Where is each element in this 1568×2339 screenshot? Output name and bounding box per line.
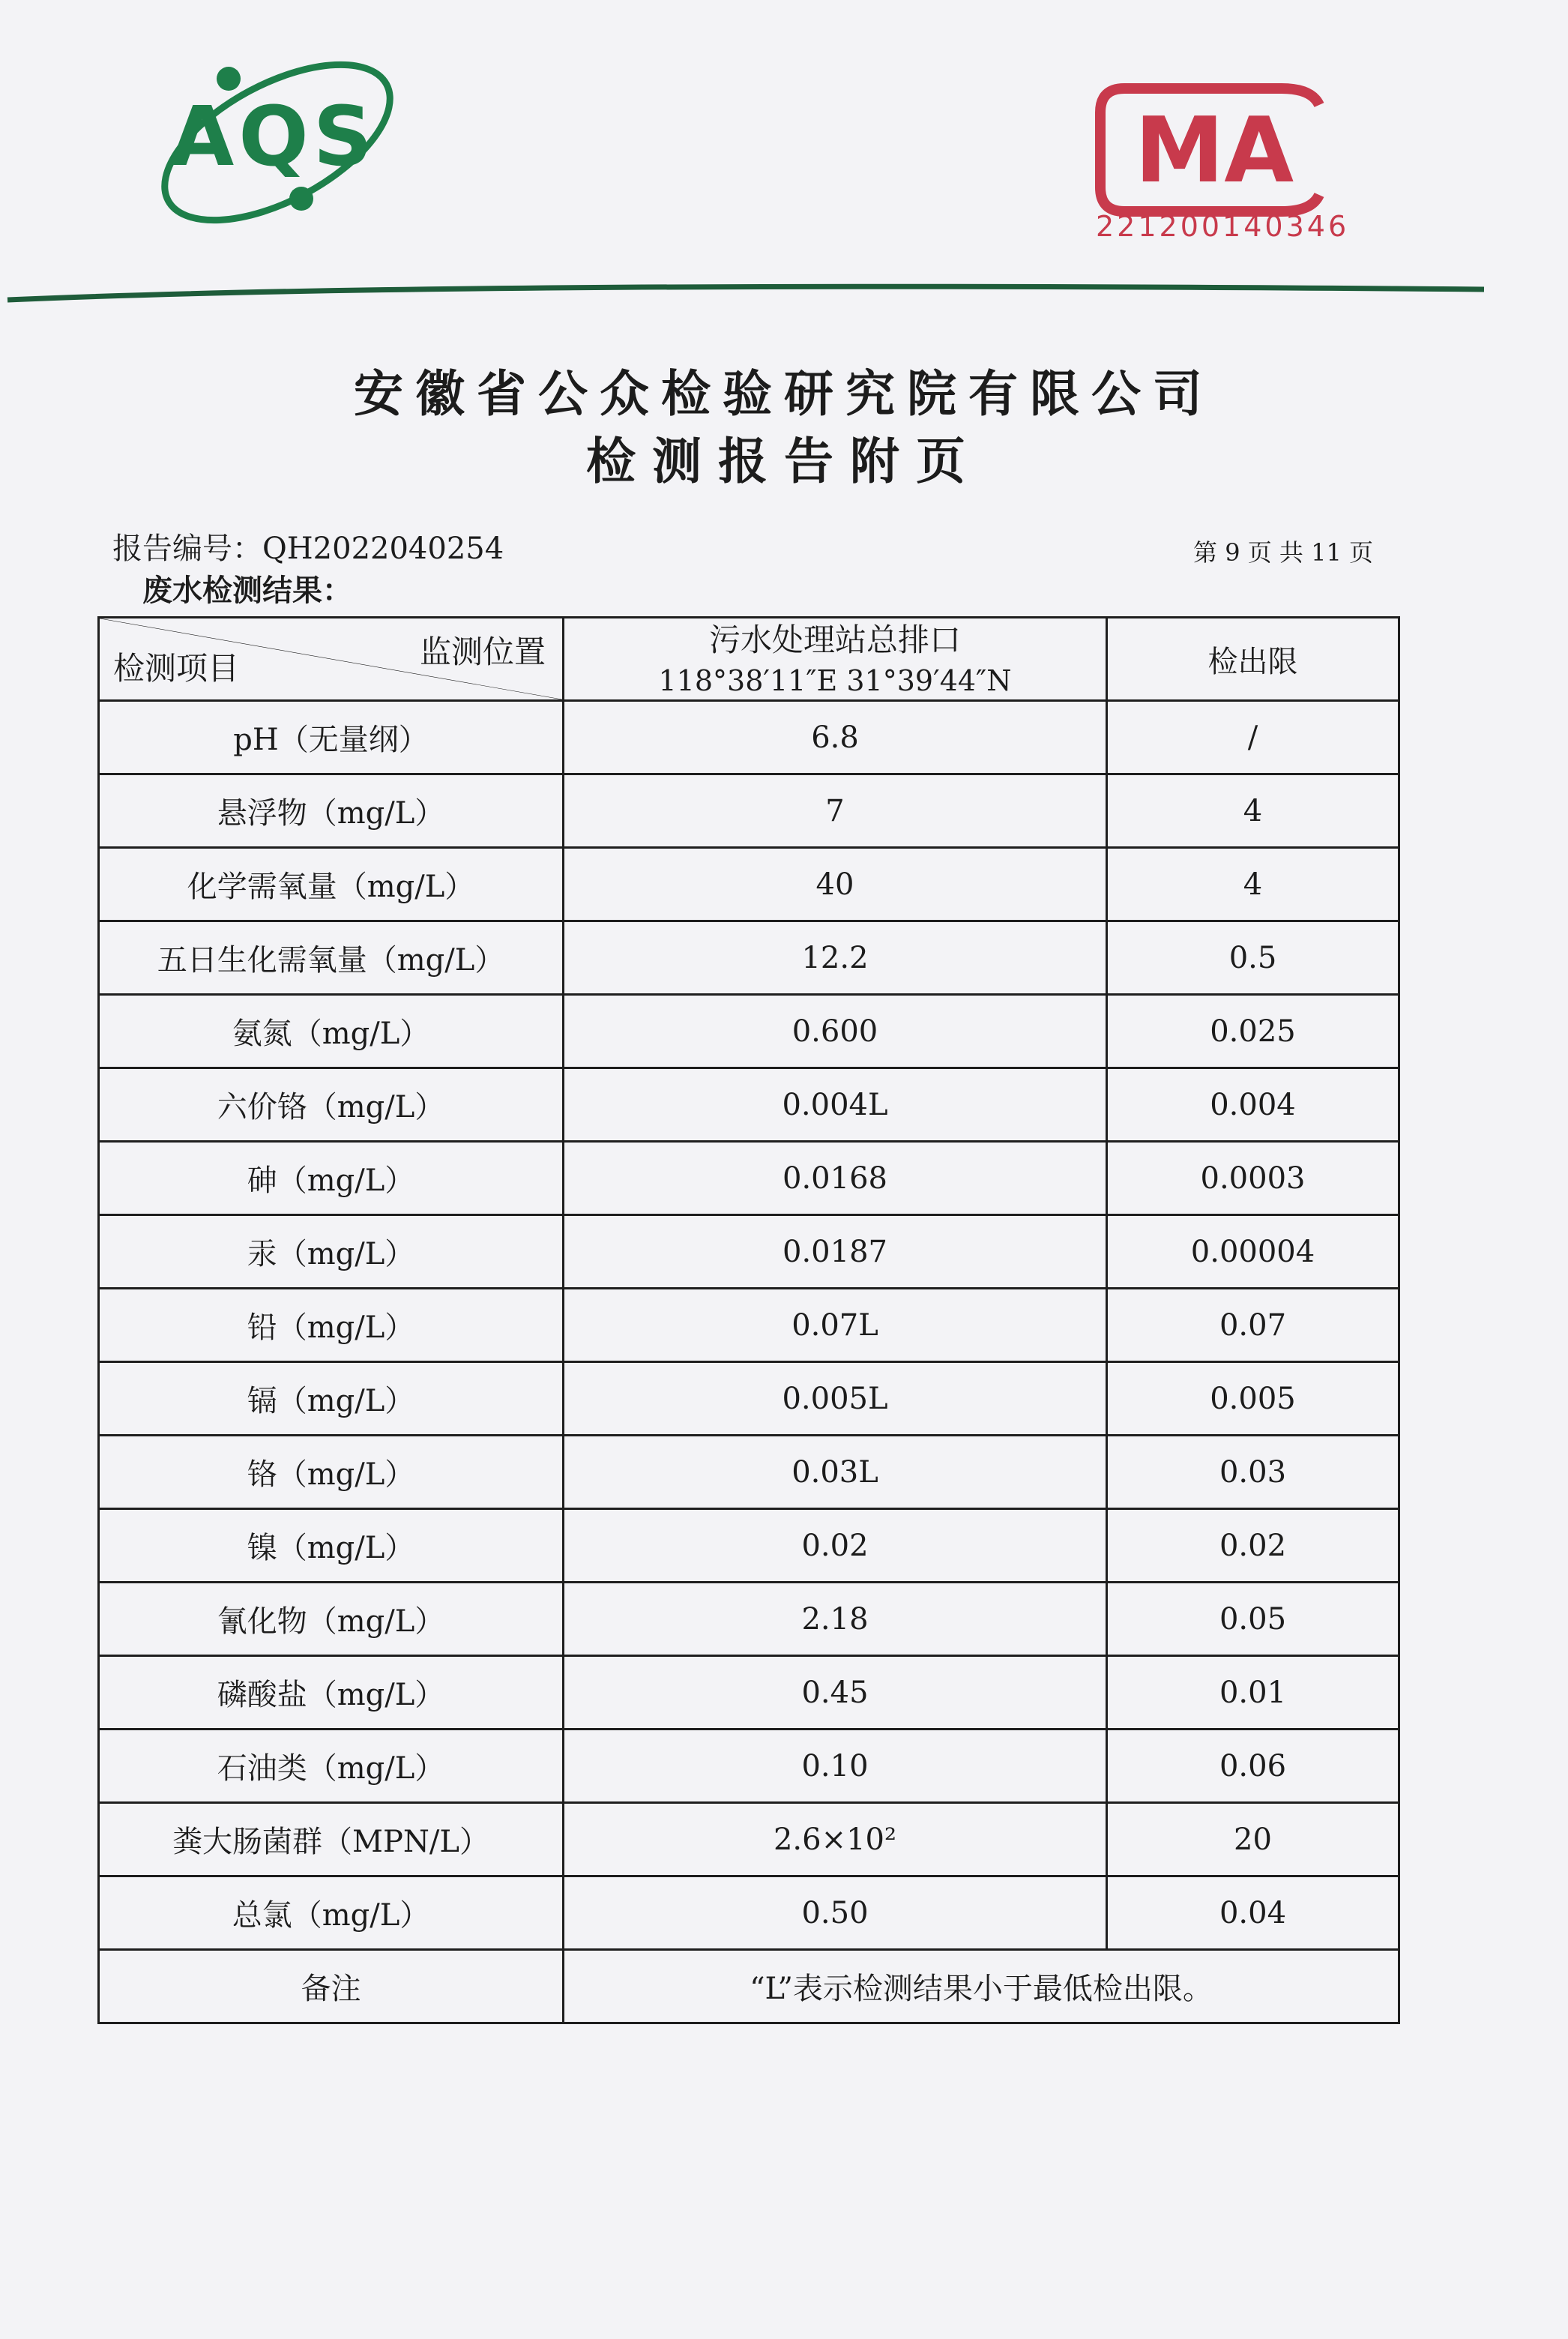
detection-limit-cell: 0.06	[1107, 1730, 1399, 1803]
detection-limit-cell: 0.025	[1107, 995, 1399, 1068]
table-row	[99, 1068, 1399, 1142]
diagonal-header-cell	[99, 618, 564, 701]
test-item-cell: 总氯（mg/L）	[99, 1876, 564, 1950]
cma-certificate-number: 221200140346	[1096, 210, 1350, 243]
result-value-cell: 7	[564, 774, 1107, 848]
test-item-cell: pH（无量纲）	[99, 701, 564, 774]
result-value-cell: 0.07L	[564, 1289, 1107, 1362]
detection-limit-cell: 0.05	[1107, 1583, 1399, 1656]
result-value-cell: 40	[564, 848, 1107, 921]
table-row	[99, 848, 1399, 921]
test-item-cell: 镉（mg/L）	[99, 1362, 564, 1436]
table-row	[99, 1289, 1399, 1362]
result-value-cell: 0.0168	[564, 1142, 1107, 1215]
result-value-cell: 0.600	[564, 995, 1107, 1068]
note-label: 备注	[99, 1950, 564, 2023]
result-value-cell: 0.004L	[564, 1068, 1107, 1142]
aqs-logo	[127, 52, 420, 232]
test-item-cell: 氨氮（mg/L）	[99, 995, 564, 1068]
table-row	[99, 1142, 1399, 1215]
test-item-cell: 铬（mg/L）	[99, 1436, 564, 1509]
detection-limit-cell: 0.005	[1107, 1362, 1399, 1436]
company-title: 安徽省公众检验研究院有限公司	[354, 364, 1214, 423]
test-item-cell: 磷酸盐（mg/L）	[99, 1656, 564, 1730]
result-value-cell: 2.18	[564, 1583, 1107, 1656]
detection-limit-cell: 0.07	[1107, 1289, 1399, 1362]
limit-header-cell: 检出限	[1107, 618, 1399, 701]
test-item-cell: 化学需氧量（mg/L）	[99, 848, 564, 921]
result-value-cell: 12.2	[564, 921, 1107, 995]
section-title: 废水检测结果：	[142, 573, 352, 608]
site-coordinates: 118°38′11″E 31°39′44″N	[658, 664, 1012, 697]
table-row	[99, 1876, 1399, 1950]
table-row	[99, 701, 1399, 774]
test-item-cell: 五日生化需氧量（mg/L）	[99, 921, 564, 995]
test-item-cell: 铅（mg/L）	[99, 1289, 564, 1362]
table-row	[99, 995, 1399, 1068]
header-divider	[0, 279, 1568, 304]
table-row	[99, 1436, 1399, 1509]
test-item-cell: 六价铬（mg/L）	[99, 1068, 564, 1142]
test-item-cell: 汞（mg/L）	[99, 1215, 564, 1289]
table-row	[99, 1730, 1399, 1803]
note-text: “L”表示检测结果小于最低检出限。	[564, 1950, 1399, 2023]
table-row	[99, 1803, 1399, 1876]
detection-limit-cell: 20	[1107, 1803, 1399, 1876]
detection-limit-cell: 0.04	[1107, 1876, 1399, 1950]
result-value-cell: 0.10	[564, 1730, 1107, 1803]
detection-limit-cell: 0.00004	[1107, 1215, 1399, 1289]
table-row	[99, 921, 1399, 995]
aqs-logo-text: AQS	[170, 88, 377, 184]
site-header-cell	[564, 618, 1107, 701]
site-name: 污水处理站总排口	[708, 621, 961, 658]
note-row	[99, 1950, 1399, 2023]
table-row	[99, 1656, 1399, 1730]
detection-limit-cell: 0.004	[1107, 1068, 1399, 1142]
test-item-cell: 氰化物（mg/L）	[99, 1583, 564, 1656]
test-item-cell: 石油类（mg/L）	[99, 1730, 564, 1803]
detection-limit-cell: 0.02	[1107, 1509, 1399, 1583]
result-value-cell: 0.02	[564, 1509, 1107, 1583]
result-value-cell: 0.50	[564, 1876, 1107, 1950]
table-header-row	[99, 618, 1399, 701]
detection-limit-cell: 4	[1107, 848, 1399, 921]
result-value-cell: 0.03L	[564, 1436, 1107, 1509]
detection-limit-cell: 0.01	[1107, 1656, 1399, 1730]
detection-limit-cell: 0.5	[1107, 921, 1399, 995]
table-row	[99, 1583, 1399, 1656]
page-indicator: 第 9 页 共 11 页	[1193, 538, 1373, 567]
test-item-cell: 粪大肠菌群（MPN/L）	[99, 1803, 564, 1876]
result-value-cell: 0.45	[564, 1656, 1107, 1730]
table-body	[99, 701, 1399, 1950]
test-item-cell: 悬浮物（mg/L）	[99, 774, 564, 848]
report-number: 报告编号：QH2022040254	[112, 532, 504, 566]
table-row	[99, 1215, 1399, 1289]
result-value-cell: 0.0187	[564, 1215, 1107, 1289]
result-value-cell: 0.005L	[564, 1362, 1107, 1436]
result-value-cell: 6.8	[564, 701, 1107, 774]
cma-logo-text: MA	[1134, 99, 1294, 203]
test-item-cell: 镍（mg/L）	[99, 1509, 564, 1583]
test-item-cell: 砷（mg/L）	[99, 1142, 564, 1215]
detection-limit-cell: 0.0003	[1107, 1142, 1399, 1215]
result-value-cell: 2.6×10²	[564, 1803, 1107, 1876]
results-table	[97, 616, 1400, 2024]
table-row	[99, 774, 1399, 848]
item-label: 检测项目	[113, 650, 240, 687]
table-row	[99, 1362, 1399, 1436]
detection-limit-cell: 0.03	[1107, 1436, 1399, 1509]
table-row	[99, 1509, 1399, 1583]
detection-limit-cell: /	[1107, 701, 1399, 774]
detection-limit-cell: 4	[1107, 774, 1399, 848]
cma-logo	[1094, 82, 1342, 217]
position-label: 监测位置	[419, 633, 546, 670]
report-title: 检测报告附页	[586, 432, 982, 490]
